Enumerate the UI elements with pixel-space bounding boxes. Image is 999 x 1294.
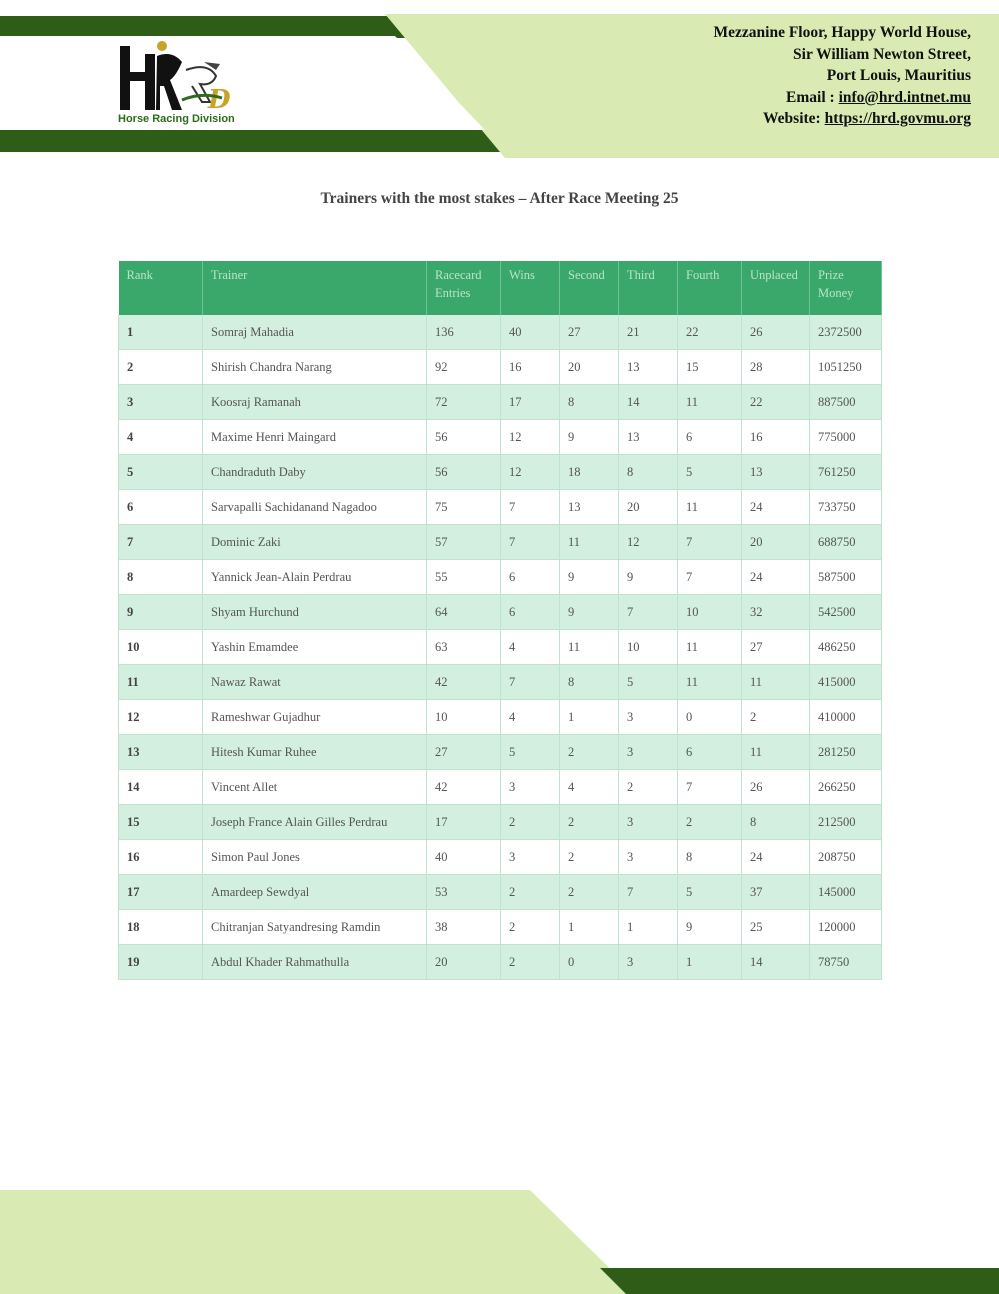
cell-prize-money: 212500 <box>810 805 882 840</box>
cell-wins: 3 <box>501 840 560 875</box>
cell-prize-money: 775000 <box>810 420 882 455</box>
column-header-wins: Wins <box>501 261 560 315</box>
cell-trainer: Maxime Henri Maingard <box>203 420 427 455</box>
cell-rank: 4 <box>119 420 203 455</box>
cell-rank: 18 <box>119 910 203 945</box>
cell-third: 1 <box>619 910 678 945</box>
cell-fourth: 11 <box>678 630 742 665</box>
cell-rank: 9 <box>119 595 203 630</box>
cell-unplaced: 24 <box>742 840 810 875</box>
column-header-racecard-entries: Racecard Entries <box>427 261 501 315</box>
cell-fourth: 15 <box>678 350 742 385</box>
cell-third: 12 <box>619 525 678 560</box>
cell-second: 2 <box>560 840 619 875</box>
cell-unplaced: 28 <box>742 350 810 385</box>
cell-fourth: 7 <box>678 560 742 595</box>
cell-third: 3 <box>619 805 678 840</box>
document-title: Trainers with the most stakes – After Race Meeting 25 <box>320 190 679 207</box>
cell-fourth: 5 <box>678 455 742 490</box>
cell-rank: 14 <box>119 770 203 805</box>
cell-wins: 2 <box>501 910 560 945</box>
cell-rank: 15 <box>119 805 203 840</box>
cell-unplaced: 16 <box>742 420 810 455</box>
cell-unplaced: 11 <box>742 665 810 700</box>
cell-trainer: Chitranjan Satyandresing Ramdin <box>203 910 427 945</box>
cell-second: 9 <box>560 420 619 455</box>
cell-racecard-entries: 20 <box>427 945 501 980</box>
table-row <box>119 910 882 945</box>
cell-unplaced: 37 <box>742 875 810 910</box>
cell-unplaced: 13 <box>742 455 810 490</box>
cell-unplaced: 2 <box>742 700 810 735</box>
cell-fourth: 8 <box>678 840 742 875</box>
column-header-prize-money: Prize Money <box>810 261 882 315</box>
cell-wins: 16 <box>501 350 560 385</box>
table-row <box>119 595 882 630</box>
table-row <box>119 315 882 350</box>
cell-racecard-entries: 53 <box>427 875 501 910</box>
cell-racecard-entries: 55 <box>427 560 501 595</box>
cell-prize-money: 415000 <box>810 665 882 700</box>
address-line-1: Mezzanine Floor, Happy World House, <box>713 24 971 41</box>
cell-wins: 3 <box>501 770 560 805</box>
cell-unplaced: 26 <box>742 770 810 805</box>
cell-second: 27 <box>560 315 619 350</box>
cell-prize-money: 2372500 <box>810 315 882 350</box>
cell-third: 10 <box>619 630 678 665</box>
cell-wins: 4 <box>501 630 560 665</box>
cell-rank: 11 <box>119 665 203 700</box>
cell-trainer: Shirish Chandra Narang <box>203 350 427 385</box>
cell-rank: 7 <box>119 525 203 560</box>
cell-unplaced: 14 <box>742 945 810 980</box>
cell-third: 21 <box>619 315 678 350</box>
cell-prize-money: 688750 <box>810 525 882 560</box>
table-row <box>119 735 882 770</box>
cell-trainer: Dominic Zaki <box>203 525 427 560</box>
cell-third: 7 <box>619 595 678 630</box>
table-row <box>119 630 882 665</box>
cell-unplaced: 8 <box>742 805 810 840</box>
cell-trainer: Yannick Jean-Alain Perdrau <box>203 560 427 595</box>
address-line-3: Port Louis, Mauritius <box>826 67 971 84</box>
cell-second: 8 <box>560 665 619 700</box>
cell-prize-money: 208750 <box>810 840 882 875</box>
cell-third: 20 <box>619 490 678 525</box>
cell-wins: 2 <box>501 805 560 840</box>
cell-rank: 19 <box>119 945 203 980</box>
cell-third: 13 <box>619 350 678 385</box>
cell-third: 9 <box>619 560 678 595</box>
cell-wins: 5 <box>501 735 560 770</box>
cell-prize-money: 887500 <box>810 385 882 420</box>
cell-unplaced: 20 <box>742 525 810 560</box>
cell-third: 3 <box>619 735 678 770</box>
cell-fourth: 11 <box>678 490 742 525</box>
cell-third: 3 <box>619 945 678 980</box>
cell-fourth: 10 <box>678 595 742 630</box>
table-row <box>119 805 882 840</box>
cell-trainer: Rameshwar Gujadhur <box>203 700 427 735</box>
website-label: Website: <box>763 110 825 127</box>
column-header-third: Third <box>619 261 678 315</box>
table-row <box>119 945 882 980</box>
cell-second: 13 <box>560 490 619 525</box>
cell-fourth: 11 <box>678 665 742 700</box>
column-header-fourth: Fourth <box>678 261 742 315</box>
cell-fourth: 6 <box>678 735 742 770</box>
cell-prize-money: 587500 <box>810 560 882 595</box>
cell-racecard-entries: 56 <box>427 420 501 455</box>
table-row <box>119 455 882 490</box>
cell-prize-money: 145000 <box>810 875 882 910</box>
cell-second: 2 <box>560 805 619 840</box>
cell-unplaced: 24 <box>742 560 810 595</box>
table-row <box>119 490 882 525</box>
cell-trainer: Simon Paul Jones <box>203 840 427 875</box>
cell-second: 2 <box>560 735 619 770</box>
cell-trainer: Koosraj Ramanah <box>203 385 427 420</box>
column-header-rank: Rank <box>119 261 203 315</box>
cell-racecard-entries: 64 <box>427 595 501 630</box>
table-row <box>119 385 882 420</box>
cell-unplaced: 11 <box>742 735 810 770</box>
cell-second: 9 <box>560 595 619 630</box>
cell-fourth: 2 <box>678 805 742 840</box>
cell-racecard-entries: 56 <box>427 455 501 490</box>
cell-third: 7 <box>619 875 678 910</box>
cell-rank: 3 <box>119 385 203 420</box>
column-header-trainer: Trainer <box>203 261 427 315</box>
cell-racecard-entries: 38 <box>427 910 501 945</box>
cell-racecard-entries: 63 <box>427 630 501 665</box>
address-line-2: Sir William Newton Street, <box>793 45 971 63</box>
cell-prize-money: 486250 <box>810 630 882 665</box>
email-link[interactable]: info@hrd.intnet.mu <box>838 88 971 106</box>
cell-fourth: 1 <box>678 945 742 980</box>
cell-second: 1 <box>560 910 619 945</box>
table-row <box>119 560 882 595</box>
cell-prize-money: 410000 <box>810 700 882 735</box>
cell-trainer: Joseph France Alain Gilles Perdrau <box>203 805 427 840</box>
cell-second: 9 <box>560 560 619 595</box>
table-row <box>119 700 882 735</box>
cell-rank: 2 <box>119 350 203 385</box>
cell-racecard-entries: 72 <box>427 385 501 420</box>
cell-racecard-entries: 42 <box>427 770 501 805</box>
cell-racecard-entries: 42 <box>427 665 501 700</box>
cell-second: 18 <box>560 455 619 490</box>
table-row <box>119 875 882 910</box>
trainers-stakes-table <box>118 261 882 980</box>
cell-unplaced: 25 <box>742 910 810 945</box>
cell-second: 11 <box>560 630 619 665</box>
cell-third: 8 <box>619 455 678 490</box>
cell-second: 11 <box>560 525 619 560</box>
cell-racecard-entries: 27 <box>427 735 501 770</box>
cell-fourth: 22 <box>678 315 742 350</box>
cell-trainer: Abdul Khader Rahmathulla <box>203 945 427 980</box>
cell-third: 2 <box>619 770 678 805</box>
cell-fourth: 7 <box>678 525 742 560</box>
cell-third: 14 <box>619 385 678 420</box>
website-link[interactable]: https://hrd.govmu.org <box>824 110 971 127</box>
cell-trainer: Vincent Allet <box>203 770 427 805</box>
logo-caption: Horse Racing Division <box>118 113 235 125</box>
cell-third: 13 <box>619 420 678 455</box>
cell-fourth: 7 <box>678 770 742 805</box>
cell-rank: 12 <box>119 700 203 735</box>
cell-trainer: Hitesh Kumar Ruhee <box>203 735 427 770</box>
cell-trainer: Sarvapalli Sachidanand Nagadoo <box>203 490 427 525</box>
cell-racecard-entries: 136 <box>427 315 501 350</box>
cell-racecard-entries: 75 <box>427 490 501 525</box>
cell-prize-money: 120000 <box>810 910 882 945</box>
cell-third: 3 <box>619 700 678 735</box>
cell-fourth: 6 <box>678 420 742 455</box>
cell-rank: 6 <box>119 490 203 525</box>
table-row <box>119 350 882 385</box>
cell-second: 8 <box>560 385 619 420</box>
cell-rank: 5 <box>119 455 203 490</box>
cell-wins: 17 <box>501 385 560 420</box>
cell-prize-money: 1051250 <box>810 350 882 385</box>
table-row <box>119 420 882 455</box>
table-row <box>119 665 882 700</box>
email-label: Email : <box>786 88 839 106</box>
cell-wins: 4 <box>501 700 560 735</box>
cell-fourth: 9 <box>678 910 742 945</box>
cell-unplaced: 24 <box>742 490 810 525</box>
cell-unplaced: 27 <box>742 630 810 665</box>
contact-address <box>714 22 971 130</box>
cell-wins: 7 <box>501 665 560 700</box>
cell-third: 5 <box>619 665 678 700</box>
cell-rank: 17 <box>119 875 203 910</box>
table-row <box>119 840 882 875</box>
cell-trainer: Somraj Mahadia <box>203 315 427 350</box>
cell-prize-money: 761250 <box>810 455 882 490</box>
cell-unplaced: 32 <box>742 595 810 630</box>
cell-wins: 6 <box>501 560 560 595</box>
cell-prize-money: 733750 <box>810 490 882 525</box>
cell-prize-money: 281250 <box>810 735 882 770</box>
cell-wins: 6 <box>501 595 560 630</box>
cell-trainer: Yashin Emamdee <box>203 630 427 665</box>
cell-second: 0 <box>560 945 619 980</box>
email-line <box>714 87 971 109</box>
cell-wins: 2 <box>501 875 560 910</box>
cell-fourth: 0 <box>678 700 742 735</box>
cell-racecard-entries: 10 <box>427 700 501 735</box>
cell-third: 3 <box>619 840 678 875</box>
cell-racecard-entries: 92 <box>427 350 501 385</box>
cell-prize-money: 266250 <box>810 770 882 805</box>
column-header-second: Second <box>560 261 619 315</box>
cell-second: 4 <box>560 770 619 805</box>
cell-prize-money: 542500 <box>810 595 882 630</box>
cell-racecard-entries: 57 <box>427 525 501 560</box>
cell-unplaced: 22 <box>742 385 810 420</box>
cell-fourth: 5 <box>678 875 742 910</box>
cell-wins: 40 <box>501 315 560 350</box>
cell-rank: 13 <box>119 735 203 770</box>
cell-trainer: Amardeep Sewdyal <box>203 875 427 910</box>
cell-rank: 16 <box>119 840 203 875</box>
cell-second: 20 <box>560 350 619 385</box>
table-row <box>119 525 882 560</box>
cell-second: 1 <box>560 700 619 735</box>
cell-second: 2 <box>560 875 619 910</box>
cell-racecard-entries: 40 <box>427 840 501 875</box>
svg-text:D: D <box>208 85 231 115</box>
cell-unplaced: 26 <box>742 315 810 350</box>
cell-wins: 7 <box>501 490 560 525</box>
cell-wins: 7 <box>501 525 560 560</box>
cell-rank: 8 <box>119 560 203 595</box>
table-row <box>119 770 882 805</box>
cell-fourth: 11 <box>678 385 742 420</box>
cell-trainer: Chandraduth Daby <box>203 455 427 490</box>
table-header-row <box>119 261 882 315</box>
cell-racecard-entries: 17 <box>427 805 501 840</box>
cell-rank: 10 <box>119 630 203 665</box>
footer-banner <box>0 1190 999 1294</box>
website-line <box>714 108 971 130</box>
cell-wins: 12 <box>501 420 560 455</box>
table-body <box>119 315 882 980</box>
cell-prize-money: 78750 <box>810 945 882 980</box>
cell-trainer: Nawaz Rawat <box>203 665 427 700</box>
cell-trainer: Shyam Hurchund <box>203 595 427 630</box>
cell-rank: 1 <box>119 315 203 350</box>
column-header-unplaced: Unplaced <box>742 261 810 315</box>
cell-wins: 2 <box>501 945 560 980</box>
cell-wins: 12 <box>501 455 560 490</box>
